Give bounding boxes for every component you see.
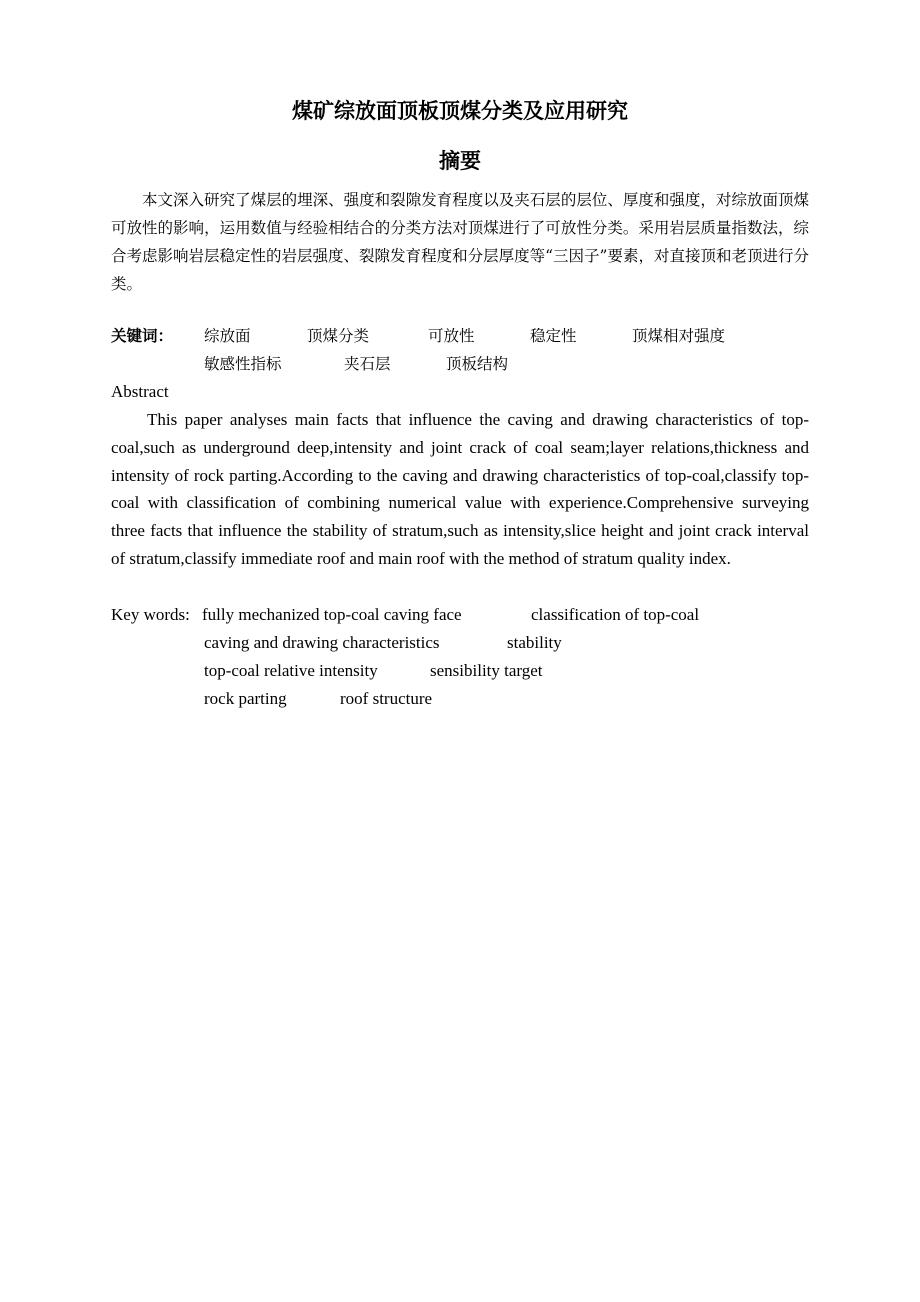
keyword-en: rock parting <box>204 689 287 708</box>
keyword-cn: 顶煤相对强度 <box>632 327 726 345</box>
keyword-en: stability <box>507 633 562 652</box>
keyword-cn: 综放面 <box>204 327 251 345</box>
abstract-body-cn: 本文深入研究了煤层的埋深、强度和裂隙发育程度以及夹石层的层位、厚度和强度，对综放面顶煤可放性的影响，运用数值与经验相结合的分类方法对顶煤进行了可放性分类。采用岩层质量指数法，综合考虑影响岩层稳定性的岩层强度、裂隙发育程度和分层厚度等“三因子”要素，对直接顶和老顶进行分类。 <box>111 191 809 293</box>
keyword-cn: 顶煤分类 <box>307 327 370 345</box>
keyword-cn: 敏感性指标 <box>204 355 282 373</box>
keyword-en: caving and drawing characteristics <box>204 633 440 652</box>
abstract-heading-en: Abstract <box>111 382 169 401</box>
keyword-cn: 可放性 <box>428 327 475 345</box>
keyword-en: sensibility target <box>430 661 543 680</box>
abstract-body-en: This paper analyses main facts that influence the caving and drawing characteristics of top-coal,such as underground deep,intensity and joint crack of coal seam;layer relations,thickness and intensity of rock parting.According to the caving and drawing characteristics of top-coal,classify top-coal with classification of combining numerical value with experience.Comprehensive surveying three facts that influence the stability of stratum,such as intensity,slice height and joint crack interval of stratum,classify immediate roof and main roof with the method of stratum quality index. <box>111 410 809 568</box>
keyword-en: fully mechanized top-coal caving face <box>202 605 462 624</box>
keyword-cn: 顶板结构 <box>446 355 509 373</box>
keyword-cn: 夹石层 <box>344 355 391 373</box>
paper-title: 煤矿综放面顶板顶煤分类及应用研究 <box>292 99 628 123</box>
keyword-en: classification of top-coal <box>531 605 700 624</box>
keyword-en: roof structure <box>340 689 433 708</box>
keywords-label-cn: 关键词： <box>111 327 174 345</box>
keyword-en: top-coal relative intensity <box>204 661 378 680</box>
abstract-heading-cn: 摘要 <box>439 149 481 173</box>
keywords-label-en: Key words: <box>111 605 190 624</box>
keyword-cn: 稳定性 <box>530 327 577 345</box>
